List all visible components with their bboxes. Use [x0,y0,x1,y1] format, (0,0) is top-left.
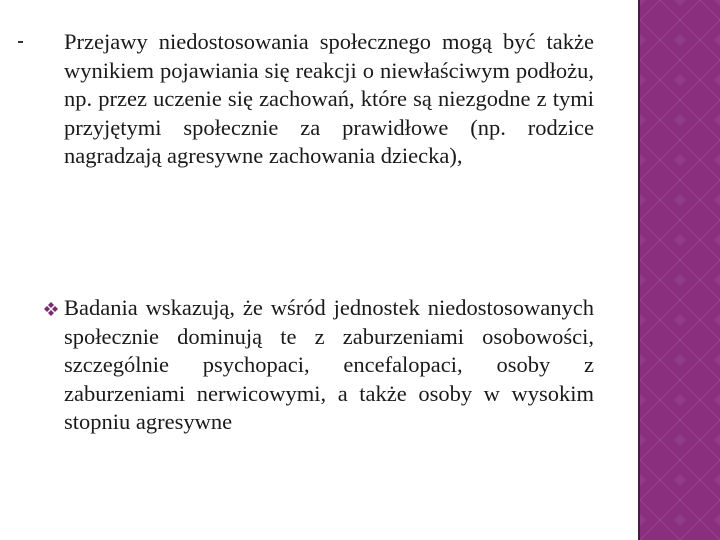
bullet-item [42,294,594,437]
diamond-cluster-bullet-icon [42,294,62,322]
dash-bullet-icon [18,41,23,43]
bullet-item [42,28,594,171]
bullet-text: Przejawy niedostosowania społecznego mogą być także wynikiem pojawiania się reakcji o niewłaściwym podłożu, np. przez uczenie się zachowań, które są niezgodne z tymi przyjętymi społecznie za prawidłowe (np. rodzice nagradzają agresywne zachowania dziecka), [64,29,594,169]
diamond-pattern-icon [640,0,720,540]
bullet-text: Badania wskazują, że wśród jednostek niedostosowanych społecznie dominują te z zaburzeniami osobowości, szczególnie psychopaci, encefalopaci, osoby z zaburzeniami nerwicowymi, a także osoby w wysokim stopniu agresywne [64,295,594,435]
decorative-side-panel [640,0,720,540]
